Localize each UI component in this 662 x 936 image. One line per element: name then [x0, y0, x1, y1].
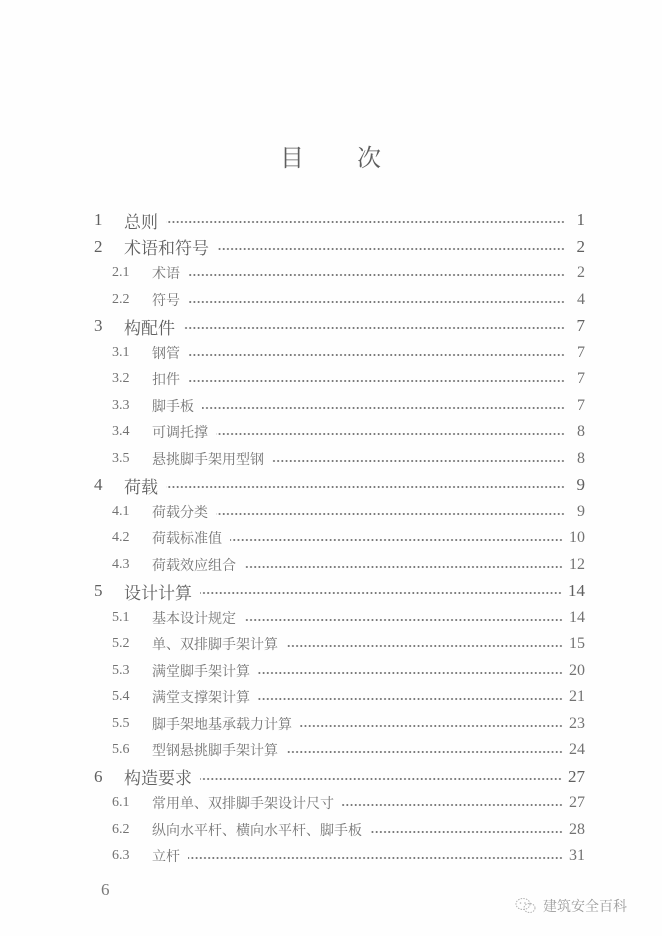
toc-page: 8: [577, 423, 585, 440]
dot-leader: [286, 751, 563, 753]
toc-label: 术语: [152, 266, 180, 282]
toc-page: 9: [576, 475, 585, 494]
toc-page: 8: [577, 449, 585, 467]
toc-label: 荷载分类: [152, 504, 208, 521]
toc-label: 总则: [124, 212, 158, 233]
toc-entry-4[interactable]: [94, 472, 585, 498]
toc-page: 4: [577, 290, 585, 308]
toc-label: 基本设计规定: [152, 610, 236, 627]
toc-entry-3-3[interactable]: [112, 393, 585, 419]
toc-entry-5-4[interactable]: [112, 684, 585, 710]
dot-leader: [183, 327, 565, 329]
toc-number: 3.4: [112, 424, 130, 439]
toc-page: 7: [576, 316, 585, 335]
toc-label: 型钢悬挑脚手架计算: [152, 743, 278, 759]
toc-label: 设计计算: [124, 583, 192, 604]
toc-page: 28: [569, 820, 585, 838]
toc-page: 12: [569, 555, 585, 573]
toc-entry-2-1[interactable]: [112, 260, 585, 286]
dot-leader: [166, 486, 565, 488]
toc-page: 7: [577, 370, 585, 387]
dot-leader: [342, 804, 563, 806]
dot-leader: [202, 407, 565, 409]
toc-number: 2.1: [112, 265, 130, 280]
dot-leader: [370, 831, 563, 833]
toc-number: 6.2: [112, 821, 130, 837]
page-title: [0, 138, 662, 173]
dot-leader: [258, 672, 563, 674]
toc-entry-3-4[interactable]: [112, 419, 585, 445]
toc-label: 单、双排脚手架计算: [152, 637, 278, 653]
toc-label: 脚手板: [152, 398, 194, 415]
toc-entry-5-1[interactable]: [112, 605, 585, 631]
toc-entry-4-1[interactable]: [112, 499, 585, 525]
toc-page: 27: [568, 766, 585, 786]
toc-page: 15: [569, 635, 585, 652]
toc-entry-6-3[interactable]: [112, 843, 585, 869]
toc-entry-6[interactable]: [94, 764, 585, 790]
toc-number: 5.3: [112, 662, 130, 678]
dot-leader: [216, 513, 565, 515]
watermark: [515, 896, 627, 916]
toc-number: 4.3: [112, 556, 130, 572]
toc-label: 荷载: [124, 477, 158, 498]
toc-label: 可调托撑: [152, 425, 208, 441]
toc-entry-5-6[interactable]: [112, 737, 585, 763]
dot-leader: [188, 274, 565, 276]
toc-page: 14: [569, 608, 585, 626]
toc-label: 脚手架地基承载力计算: [152, 716, 292, 733]
toc-page: 27: [569, 794, 585, 811]
toc-label: 钢管: [152, 345, 180, 362]
toc-page: 10: [569, 529, 585, 546]
toc-entry-6-2[interactable]: [112, 817, 585, 843]
toc-label: 满堂支撑架计算: [152, 690, 250, 706]
toc-page: 2: [577, 264, 585, 281]
dot-leader: [272, 460, 565, 462]
dot-leader: [244, 566, 563, 568]
toc-number: 4.1: [112, 503, 130, 519]
page-number: 6: [101, 880, 110, 899]
dot-leader: [230, 539, 563, 541]
dot-leader: [286, 645, 563, 647]
toc-entry-6-1[interactable]: [112, 790, 585, 816]
toc-entry-3-2[interactable]: [112, 366, 585, 392]
toc-entry-4-3[interactable]: [112, 552, 585, 578]
toc-page: 2: [576, 236, 585, 256]
toc-number: 5: [94, 581, 103, 600]
toc-label: 符号: [152, 292, 180, 309]
toc-number: 3.5: [112, 450, 130, 466]
toc-entry-2-2[interactable]: [112, 287, 585, 313]
toc-number: 1: [94, 210, 103, 229]
toc-entry-5-3[interactable]: [112, 658, 585, 684]
wechat-icon: [515, 897, 537, 915]
dot-leader: [217, 248, 565, 250]
toc-label: 荷载标准值: [152, 531, 222, 547]
toc-entry-5[interactable]: [94, 578, 585, 604]
dot-leader: [216, 433, 565, 435]
toc-page: 23: [569, 714, 585, 732]
dot-leader: [188, 354, 565, 356]
toc-entry-1[interactable]: [94, 207, 585, 233]
toc-page: 21: [569, 688, 585, 705]
toc-label: 悬挑脚手架用型钢: [152, 451, 264, 468]
dot-leader: [200, 592, 562, 594]
toc-number: 2.2: [112, 291, 130, 307]
toc-page: 14: [568, 581, 585, 600]
toc-page: 20: [569, 661, 585, 679]
title-char-1: 目: [280, 144, 305, 172]
dot-leader: [188, 857, 563, 859]
toc-number: 5.4: [112, 689, 130, 704]
toc-label: 荷载效应组合: [152, 557, 236, 574]
toc-label: 常用单、双排脚手架设计尺寸: [152, 796, 334, 812]
toc-label: 扣件: [152, 372, 180, 388]
toc-label: 立杆: [152, 849, 180, 865]
toc-entry-3-1[interactable]: [112, 340, 585, 366]
toc-entry-5-2[interactable]: [112, 631, 585, 657]
toc-label: 构配件: [124, 318, 175, 339]
toc-label: 纵向水平杆、横向水平杆、脚手板: [152, 822, 362, 839]
toc-entry-5-5[interactable]: [112, 711, 585, 737]
toc-number: 2: [94, 236, 103, 256]
dot-leader: [244, 619, 563, 621]
dot-leader: [200, 778, 562, 780]
toc-page: 9: [577, 502, 585, 520]
dot-leader: [258, 698, 563, 700]
toc-label: 术语和符号: [124, 239, 209, 259]
toc-number: 6: [94, 766, 103, 786]
toc-number: 4: [94, 475, 103, 494]
dot-leader: [188, 301, 565, 303]
dot-leader: [188, 380, 565, 382]
toc-page: 7: [577, 396, 585, 414]
toc-number: 5.1: [112, 609, 130, 625]
toc-label: 满堂脚手架计算: [152, 663, 250, 680]
toc-page: 1: [576, 210, 585, 229]
toc-page: 7: [577, 343, 585, 361]
toc-number: 3.1: [112, 344, 130, 360]
toc-number: 4.2: [112, 530, 130, 545]
toc-entry-3[interactable]: [94, 313, 585, 339]
dot-leader: [300, 725, 563, 727]
watermark-text: 建筑安全百科: [543, 899, 627, 915]
toc-label: 构造要求: [124, 769, 192, 789]
toc-page: 31: [569, 847, 585, 864]
toc-number: 3.3: [112, 397, 130, 413]
toc-number: 6.3: [112, 848, 130, 863]
toc-number: 3: [94, 316, 103, 335]
dot-leader: [166, 221, 565, 223]
toc-number: 5.5: [112, 715, 130, 731]
toc-entry-2[interactable]: [94, 234, 585, 260]
toc-entry-4-2[interactable]: [112, 525, 585, 551]
toc-number: 5.2: [112, 636, 130, 651]
toc-number: 6.1: [112, 795, 130, 810]
title-char-2: 次: [357, 144, 382, 172]
toc-entry-3-5[interactable]: [112, 446, 585, 472]
toc-page: 24: [569, 741, 585, 758]
toc-number: 5.6: [112, 742, 130, 757]
toc-number: 3.2: [112, 371, 130, 386]
